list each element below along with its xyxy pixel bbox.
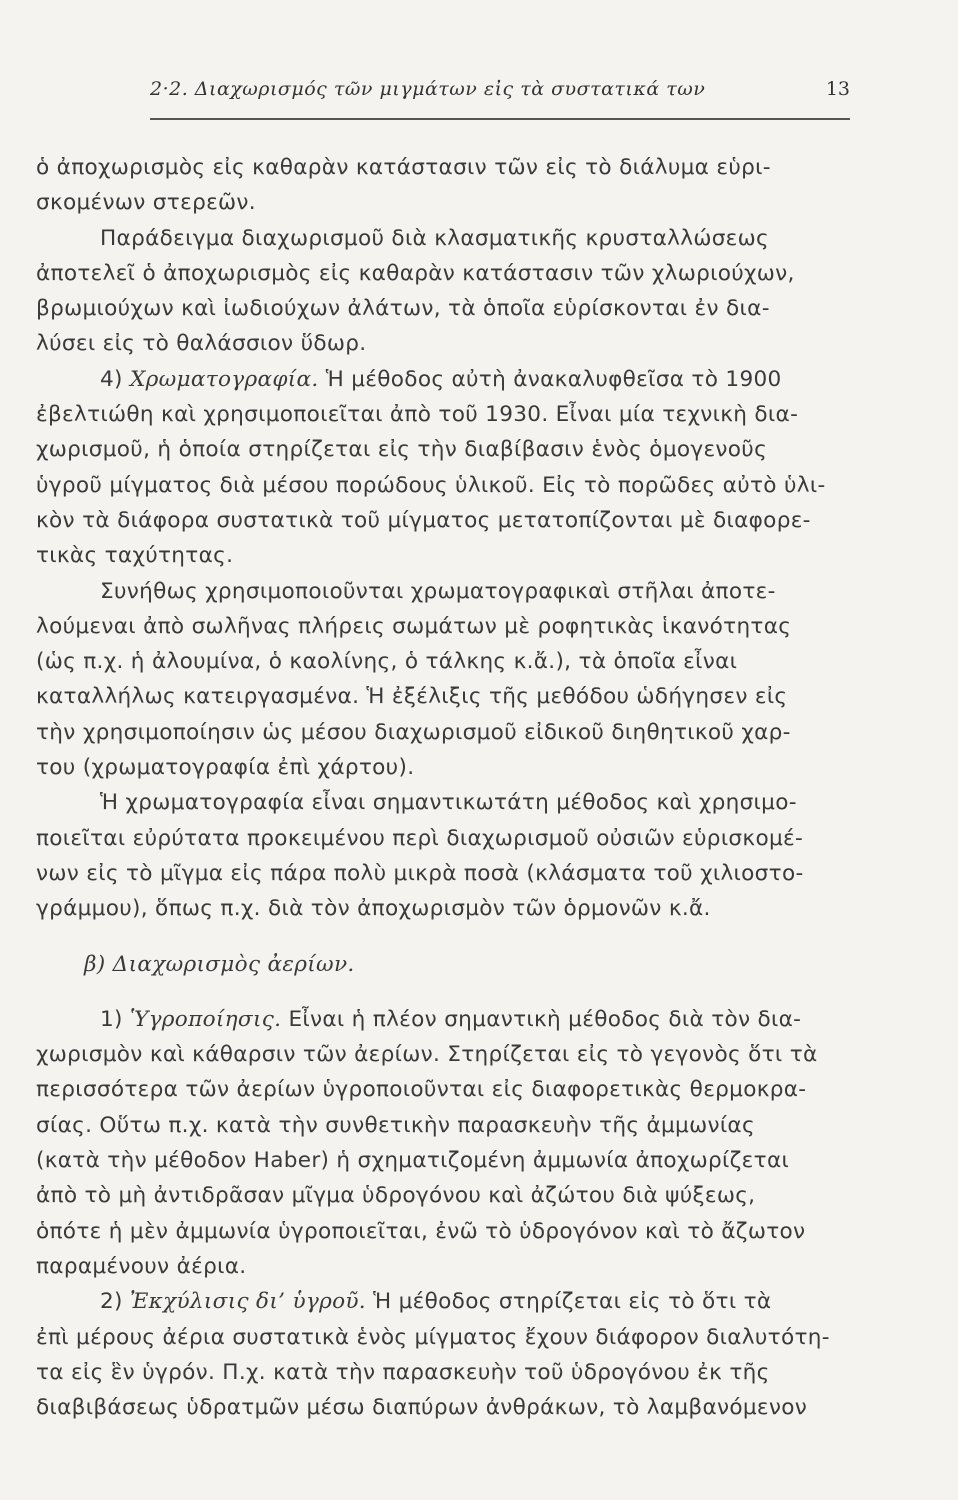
header-rule xyxy=(150,118,850,120)
text-line xyxy=(36,1002,856,1037)
line-text: ἀποτελεῖ ὁ ἀποχωρισμὸς εἰς καθαρὰν κατάστασιν τῶν χλωριούχων, xyxy=(36,260,795,286)
line-text: γράμμου), ὅπως π.χ. διὰ τὸν ἀποχωρισμὸν τῶν ὁρμονῶν κ.ἄ. xyxy=(36,896,711,922)
paragraph-gap xyxy=(36,982,856,1002)
line-text: νων εἰς τὸ μῖγμα εἰς πάρα πολὺ μικρὰ ποσὰ (κλάσματα τοῦ χιλιοστο- xyxy=(36,860,804,886)
item-number: 2) xyxy=(100,1289,130,1315)
line-text: ἐβελτιώθη καὶ χρησιμοποιεῖται ἀπὸ τοῦ 1930. Εἶναι μία τεχνικὴ δια- xyxy=(36,402,799,428)
text-line xyxy=(36,1108,856,1143)
line-text: χωρισμοῦ, ἡ ὁποία στηρίζεται εἰς τὴν διαβίβασιν ἑνὸς ὁμογενοῦς xyxy=(36,437,768,463)
line-text: (κατὰ τὴν μέθοδον Haber) ἡ σχηματιζομένη ἀμμωνία ἀποχωρίζεται xyxy=(36,1148,790,1174)
line-text: καταλλήλως κατειργασμένα. Ἡ ἐξέλιξις τῆς μεθόδου ὡδήγησεν εἰς xyxy=(36,684,788,710)
line-text: σκομένων στερεῶν. xyxy=(36,190,256,216)
line-text: Ἡ μέθοδος αὐτὴ ἀνακαλυφθεῖσα τὸ 1900 xyxy=(325,366,782,392)
italic-term: Χρωματογραφία. xyxy=(129,366,326,392)
text-line xyxy=(36,574,856,609)
line-text: βρωμιούχων καὶ ἰωδιούχων ἀλάτων, τὰ ὁποῖα εὑρίσκονται ἐν δια- xyxy=(36,296,770,322)
section-title: 2·2. Διαχωρισμός τῶν μιγμάτων εἰς τὰ συστατικά των xyxy=(150,78,706,100)
sub-heading xyxy=(36,947,856,982)
item-number: 4) xyxy=(100,366,130,392)
page-number: 13 xyxy=(825,78,850,100)
text-line xyxy=(36,1143,856,1178)
text-line xyxy=(36,609,856,644)
text-line xyxy=(36,291,856,326)
text-line xyxy=(36,1249,856,1284)
text-line xyxy=(36,1390,856,1425)
text-line xyxy=(36,185,856,220)
line-text: Συνήθως χρησιμοποιοῦνται χρωματογραφικαὶ στῆλαι ἀποτε- xyxy=(100,578,776,604)
paragraph-gap xyxy=(36,927,856,947)
text-line xyxy=(36,503,856,538)
text-line xyxy=(36,432,856,467)
line-text: ὁ ἀποχωρισμὸς εἰς καθαρὰν κατάστασιν τῶν εἰς τὸ διάλυμα εὑρι- xyxy=(36,155,771,180)
text-line xyxy=(36,644,856,679)
line-text: λύσει εἰς τὸ θαλάσσιον ὕδωρ. xyxy=(36,331,367,357)
text-line xyxy=(36,1284,856,1319)
item-number: 1) xyxy=(100,1006,130,1032)
text-line xyxy=(36,362,856,397)
line-text: Ἡ μέθοδος στηρίζεται εἰς τὸ ὅτι τὰ xyxy=(373,1289,772,1315)
text-line xyxy=(36,891,856,926)
line-text: λούμεναι ἀπὸ σωλῆνας πλήρεις σωμάτων μὲ ροφητικὰς ἱκανότητας xyxy=(36,613,792,639)
text-line xyxy=(36,397,856,432)
text-line xyxy=(36,538,856,573)
text-line xyxy=(36,150,856,185)
text-line xyxy=(36,1355,856,1390)
line-text: διαβιβάσεως ὑδρατμῶν μέσω διαπύρων ἀνθράκων, τὸ λαμβανόμενον xyxy=(36,1395,808,1421)
text-line xyxy=(36,221,856,256)
line-text: τὴν χρησιμοποίησιν ὡς μέσου διαχωρισμοῦ εἰδικοῦ διηθητικοῦ χαρ- xyxy=(36,719,791,745)
line-text: σίας. Οὕτω π.χ. κατὰ τὴν συνθετικὴν παρασκευὴν τῆς ἀμμωνίας xyxy=(36,1112,755,1138)
line-text: τα εἰς ἓν ὑγρόν. Π.χ. κατὰ τὴν παρασκευὴν τοῦ ὑδρογόνου ἐκ τῆς xyxy=(36,1359,770,1385)
text-line xyxy=(36,821,856,856)
text-line xyxy=(36,1072,856,1107)
text-line xyxy=(36,1320,856,1355)
line-text: (ὡς π.χ. ἡ ἀλουμίνα, ὁ καολίνης, ὁ τάλκης κ.ἄ.), τὰ ὁποῖα εἶναι xyxy=(36,649,738,675)
line-text: Παράδειγμα διαχωρισμοῦ διὰ κλασματικῆς κρυσταλλώσεως xyxy=(100,225,770,251)
italic-term: Ἐκχύλισις δι’ ὑγροῦ. xyxy=(129,1289,374,1315)
text-line xyxy=(36,256,856,291)
text-line xyxy=(36,468,856,503)
text-line xyxy=(36,750,856,785)
line-text: ὁπότε ἡ μὲν ἀμμωνία ὑγροποιεῖται, ἐνῶ τὸ ὑδρογόνον καὶ τὸ ἄζωτον xyxy=(36,1218,806,1244)
line-text: τικὰς ταχύτητας. xyxy=(36,543,234,569)
line-text: παραμένουν ἀέρια. xyxy=(36,1253,247,1279)
line-text: Εἶναι ἡ πλέον σημαντικὴ μέθοδος διὰ τὸν δια- xyxy=(288,1006,802,1032)
body-text xyxy=(36,150,856,1425)
line-text: κὸν τὰ διάφορα συστατικὰ τοῦ μίγματος μετατοπίζονται μὲ διαφορε- xyxy=(36,507,811,533)
text-line xyxy=(36,856,856,891)
italic-term: β) Διαχωρισμὸς ἀερίων. xyxy=(84,951,355,977)
text-line xyxy=(36,785,856,820)
line-text: του (χρωματογραφία ἐπὶ χάρτου). xyxy=(36,755,415,781)
line-text: ὑγροῦ μίγματος διὰ μέσου πορώδους ὑλικοῦ. Εἰς τὸ πορῶδες αὐτὸ ὑλι- xyxy=(36,472,826,498)
line-text: ποιεῖται εὐρύτατα προκειμένου περὶ διαχωρισμοῦ οὐσιῶν εὑρισκομέ- xyxy=(36,825,804,851)
line-text: Ἡ χρωματογραφία εἶναι σημαντικωτάτη μέθοδος καὶ χρησιμο- xyxy=(100,790,797,816)
italic-term: Ὑγροποίησις. xyxy=(129,1006,289,1032)
line-text: ἐπὶ μέρους ἀέρια συστατικὰ ἑνὸς μίγματος ἔχουν διάφορον διαλυτότη- xyxy=(36,1324,830,1350)
text-line xyxy=(36,1037,856,1072)
text-line xyxy=(36,715,856,750)
text-line xyxy=(36,1214,856,1249)
line-text: περισσότερα τῶν ἀερίων ὑγροποιοῦνται εἰς διαφορετικὰς θερμοκρα- xyxy=(36,1077,807,1103)
line-text: χωρισμὸν καὶ κάθαρσιν τῶν ἀερίων. Στηρίζεται εἰς τὸ γεγονὸς ὅτι τὰ xyxy=(36,1042,818,1068)
text-line xyxy=(36,1178,856,1213)
text-line xyxy=(36,326,856,361)
text-line xyxy=(36,679,856,714)
running-header xyxy=(150,78,850,108)
line-text: ἀπὸ τὸ μὴ ἀντιδρᾶσαν μῖγμα ὑδρογόνου καὶ ἀζώτου διὰ ψύξεως, xyxy=(36,1183,756,1209)
